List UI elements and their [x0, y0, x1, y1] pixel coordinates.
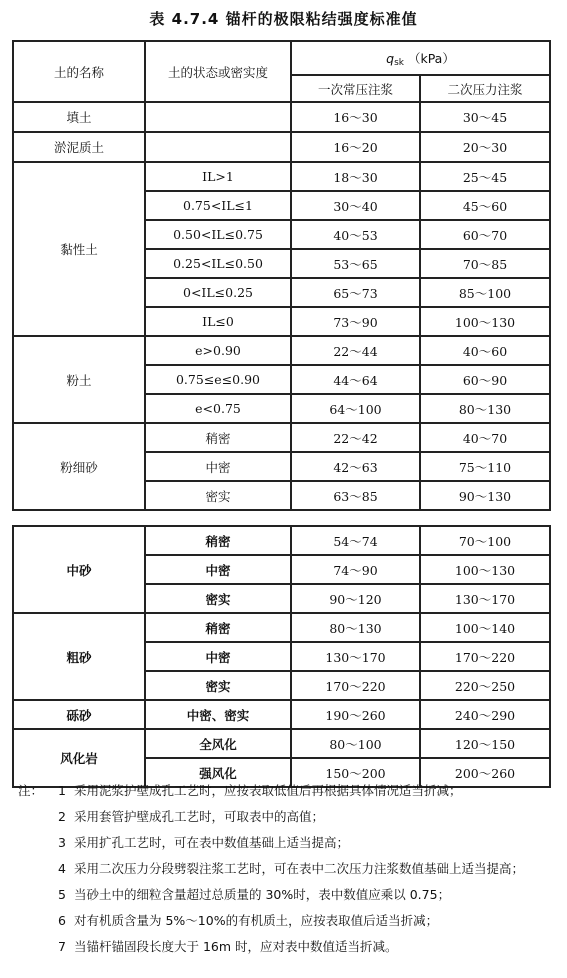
soil-state: e<0.75	[145, 394, 291, 423]
twice-value: 170～220	[420, 642, 550, 671]
note-text: 采用泥浆护壁成孔工艺时，应按表取低值后再根据具体情况适当折减；	[74, 783, 462, 798]
soil-state	[145, 132, 291, 162]
soil-name: 砾砂	[13, 700, 145, 729]
once-value: 190～260	[291, 700, 420, 729]
bond-strength-table	[12, 40, 551, 788]
soil-name: 粉细砂	[13, 423, 145, 510]
table-row	[13, 729, 550, 758]
note-item	[18, 778, 558, 804]
note-text: 对有机质含量为 5%～10%的有机质土，应按表取值后适当折减；	[74, 913, 439, 928]
note-text: 当砂土中的细粒含量超过总质量的 30%时，表中数值应乘以 0.75；	[74, 887, 451, 902]
notes-lead: 注：	[18, 783, 44, 798]
soil-name: 中砂	[13, 526, 145, 613]
once-value: 65～73	[291, 278, 420, 307]
once-value: 64～100	[291, 394, 420, 423]
note-item	[18, 856, 558, 882]
once-value: 53～65	[291, 249, 420, 278]
soil-state: 中密	[145, 642, 291, 671]
once-value: 80～130	[291, 613, 420, 642]
twice-value: 70～85	[420, 249, 550, 278]
soil-state: e>0.90	[145, 336, 291, 365]
soil-state: 密实	[145, 584, 291, 613]
soil-state: 中密、密实	[145, 700, 291, 729]
once-value: 73～90	[291, 307, 420, 336]
soil-state: 中密	[145, 452, 291, 481]
note-number: 4	[58, 861, 66, 876]
soil-state	[145, 102, 291, 132]
once-value: 170～220	[291, 671, 420, 700]
qsk-unit: （kPa）	[407, 50, 455, 66]
note-text: 当锚杆锚固段长度大于 16m 时，应对表中数值适当折减。	[74, 939, 398, 954]
note-number: 7	[58, 939, 66, 954]
table-row	[13, 613, 550, 642]
note-number: 2	[58, 809, 66, 824]
twice-value: 30～45	[420, 102, 550, 132]
twice-value: 40～60	[420, 336, 550, 365]
twice-value: 85～100	[420, 278, 550, 307]
header-state: 土的状态或密实度	[145, 41, 291, 102]
header-soil: 土的名称	[13, 41, 145, 102]
soil-name: 粉土	[13, 336, 145, 423]
once-value: 80～100	[291, 729, 420, 758]
once-value: 30～40	[291, 191, 420, 220]
qsk-symbol: q	[386, 50, 395, 66]
note-number: 5	[58, 887, 66, 902]
twice-value: 240～290	[420, 700, 550, 729]
note-number: 1	[58, 783, 66, 798]
twice-value: 100～130	[420, 307, 550, 336]
qsk-subscript: sk	[394, 57, 404, 68]
once-value: 130～170	[291, 642, 420, 671]
note-number: 3	[58, 835, 66, 850]
twice-value: 200～260	[420, 758, 550, 787]
soil-state: 中密	[145, 555, 291, 584]
soil-state: 强风化	[145, 758, 291, 787]
soil-state: 稍密	[145, 423, 291, 452]
table-row	[13, 102, 550, 132]
note-text: 采用扩孔工艺时，可在表中数值基础上适当提高；	[74, 835, 350, 850]
soil-name: 黏性土	[13, 162, 145, 336]
twice-value: 70～100	[420, 526, 550, 555]
twice-value: 25～45	[420, 162, 550, 191]
twice-value: 45～60	[420, 191, 550, 220]
note-item	[18, 804, 558, 830]
header-qsk	[291, 41, 550, 75]
twice-value: 60～90	[420, 365, 550, 394]
soil-state: 密实	[145, 671, 291, 700]
soil-state: 0.75≤e≤0.90	[145, 365, 291, 394]
once-value: 54～74	[291, 526, 420, 555]
note-item	[18, 830, 558, 856]
twice-value: 40～70	[420, 423, 550, 452]
once-value: 63～85	[291, 481, 420, 510]
table-row	[13, 423, 550, 452]
soil-name: 粗砂	[13, 613, 145, 700]
soil-state: 密实	[145, 481, 291, 510]
once-value: 16～30	[291, 102, 420, 132]
twice-value: 100～140	[420, 613, 550, 642]
twice-value: 60～70	[420, 220, 550, 249]
once-value: 74～90	[291, 555, 420, 584]
soil-state: 0.75<IL≤1	[145, 191, 291, 220]
soil-state: IL≤0	[145, 307, 291, 336]
header-once: 一次常压注浆	[291, 75, 420, 102]
twice-value: 220～250	[420, 671, 550, 700]
note-item	[18, 882, 558, 908]
once-value: 18～30	[291, 162, 420, 191]
soil-name: 填土	[13, 102, 145, 132]
note-item	[18, 908, 558, 934]
twice-value: 20～30	[420, 132, 550, 162]
table-separator	[13, 510, 550, 526]
soil-state: IL>1	[145, 162, 291, 191]
header-twice: 二次压力注浆	[420, 75, 550, 102]
once-value: 150～200	[291, 758, 420, 787]
twice-value: 100～130	[420, 555, 550, 584]
soil-name: 淤泥质土	[13, 132, 145, 162]
soil-name: 风化岩	[13, 729, 145, 787]
note-item	[18, 934, 558, 960]
table-row	[13, 526, 550, 555]
table-row	[13, 132, 550, 162]
once-value: 40～53	[291, 220, 420, 249]
soil-state: 全风化	[145, 729, 291, 758]
table-row	[13, 336, 550, 365]
once-value: 90～120	[291, 584, 420, 613]
note-text: 采用二次压力分段劈裂注浆工艺时，可在表中二次压力注浆数值基础上适当提高；	[74, 861, 525, 876]
twice-value: 80～130	[420, 394, 550, 423]
twice-value: 120～150	[420, 729, 550, 758]
note-number: 6	[58, 913, 66, 928]
soil-state: 0.50<IL≤0.75	[145, 220, 291, 249]
once-value: 22～42	[291, 423, 420, 452]
once-value: 22～44	[291, 336, 420, 365]
soil-state: 稍密	[145, 526, 291, 555]
table-title: 表 4.7.4 锚杆的极限粘结强度标准值	[149, 10, 418, 28]
once-value: 44～64	[291, 365, 420, 394]
table-notes	[18, 778, 558, 960]
table-row	[13, 162, 550, 191]
soil-state: 0.25<IL≤0.50	[145, 249, 291, 278]
soil-state: 稍密	[145, 613, 291, 642]
twice-value: 130～170	[420, 584, 550, 613]
soil-state: 0<IL≤0.25	[145, 278, 291, 307]
note-text: 采用套管护壁成孔工艺时，可取表中的高值；	[74, 809, 325, 824]
once-value: 42～63	[291, 452, 420, 481]
twice-value: 75～110	[420, 452, 550, 481]
twice-value: 90～130	[420, 481, 550, 510]
once-value: 16～20	[291, 132, 420, 162]
table-row	[13, 700, 550, 729]
